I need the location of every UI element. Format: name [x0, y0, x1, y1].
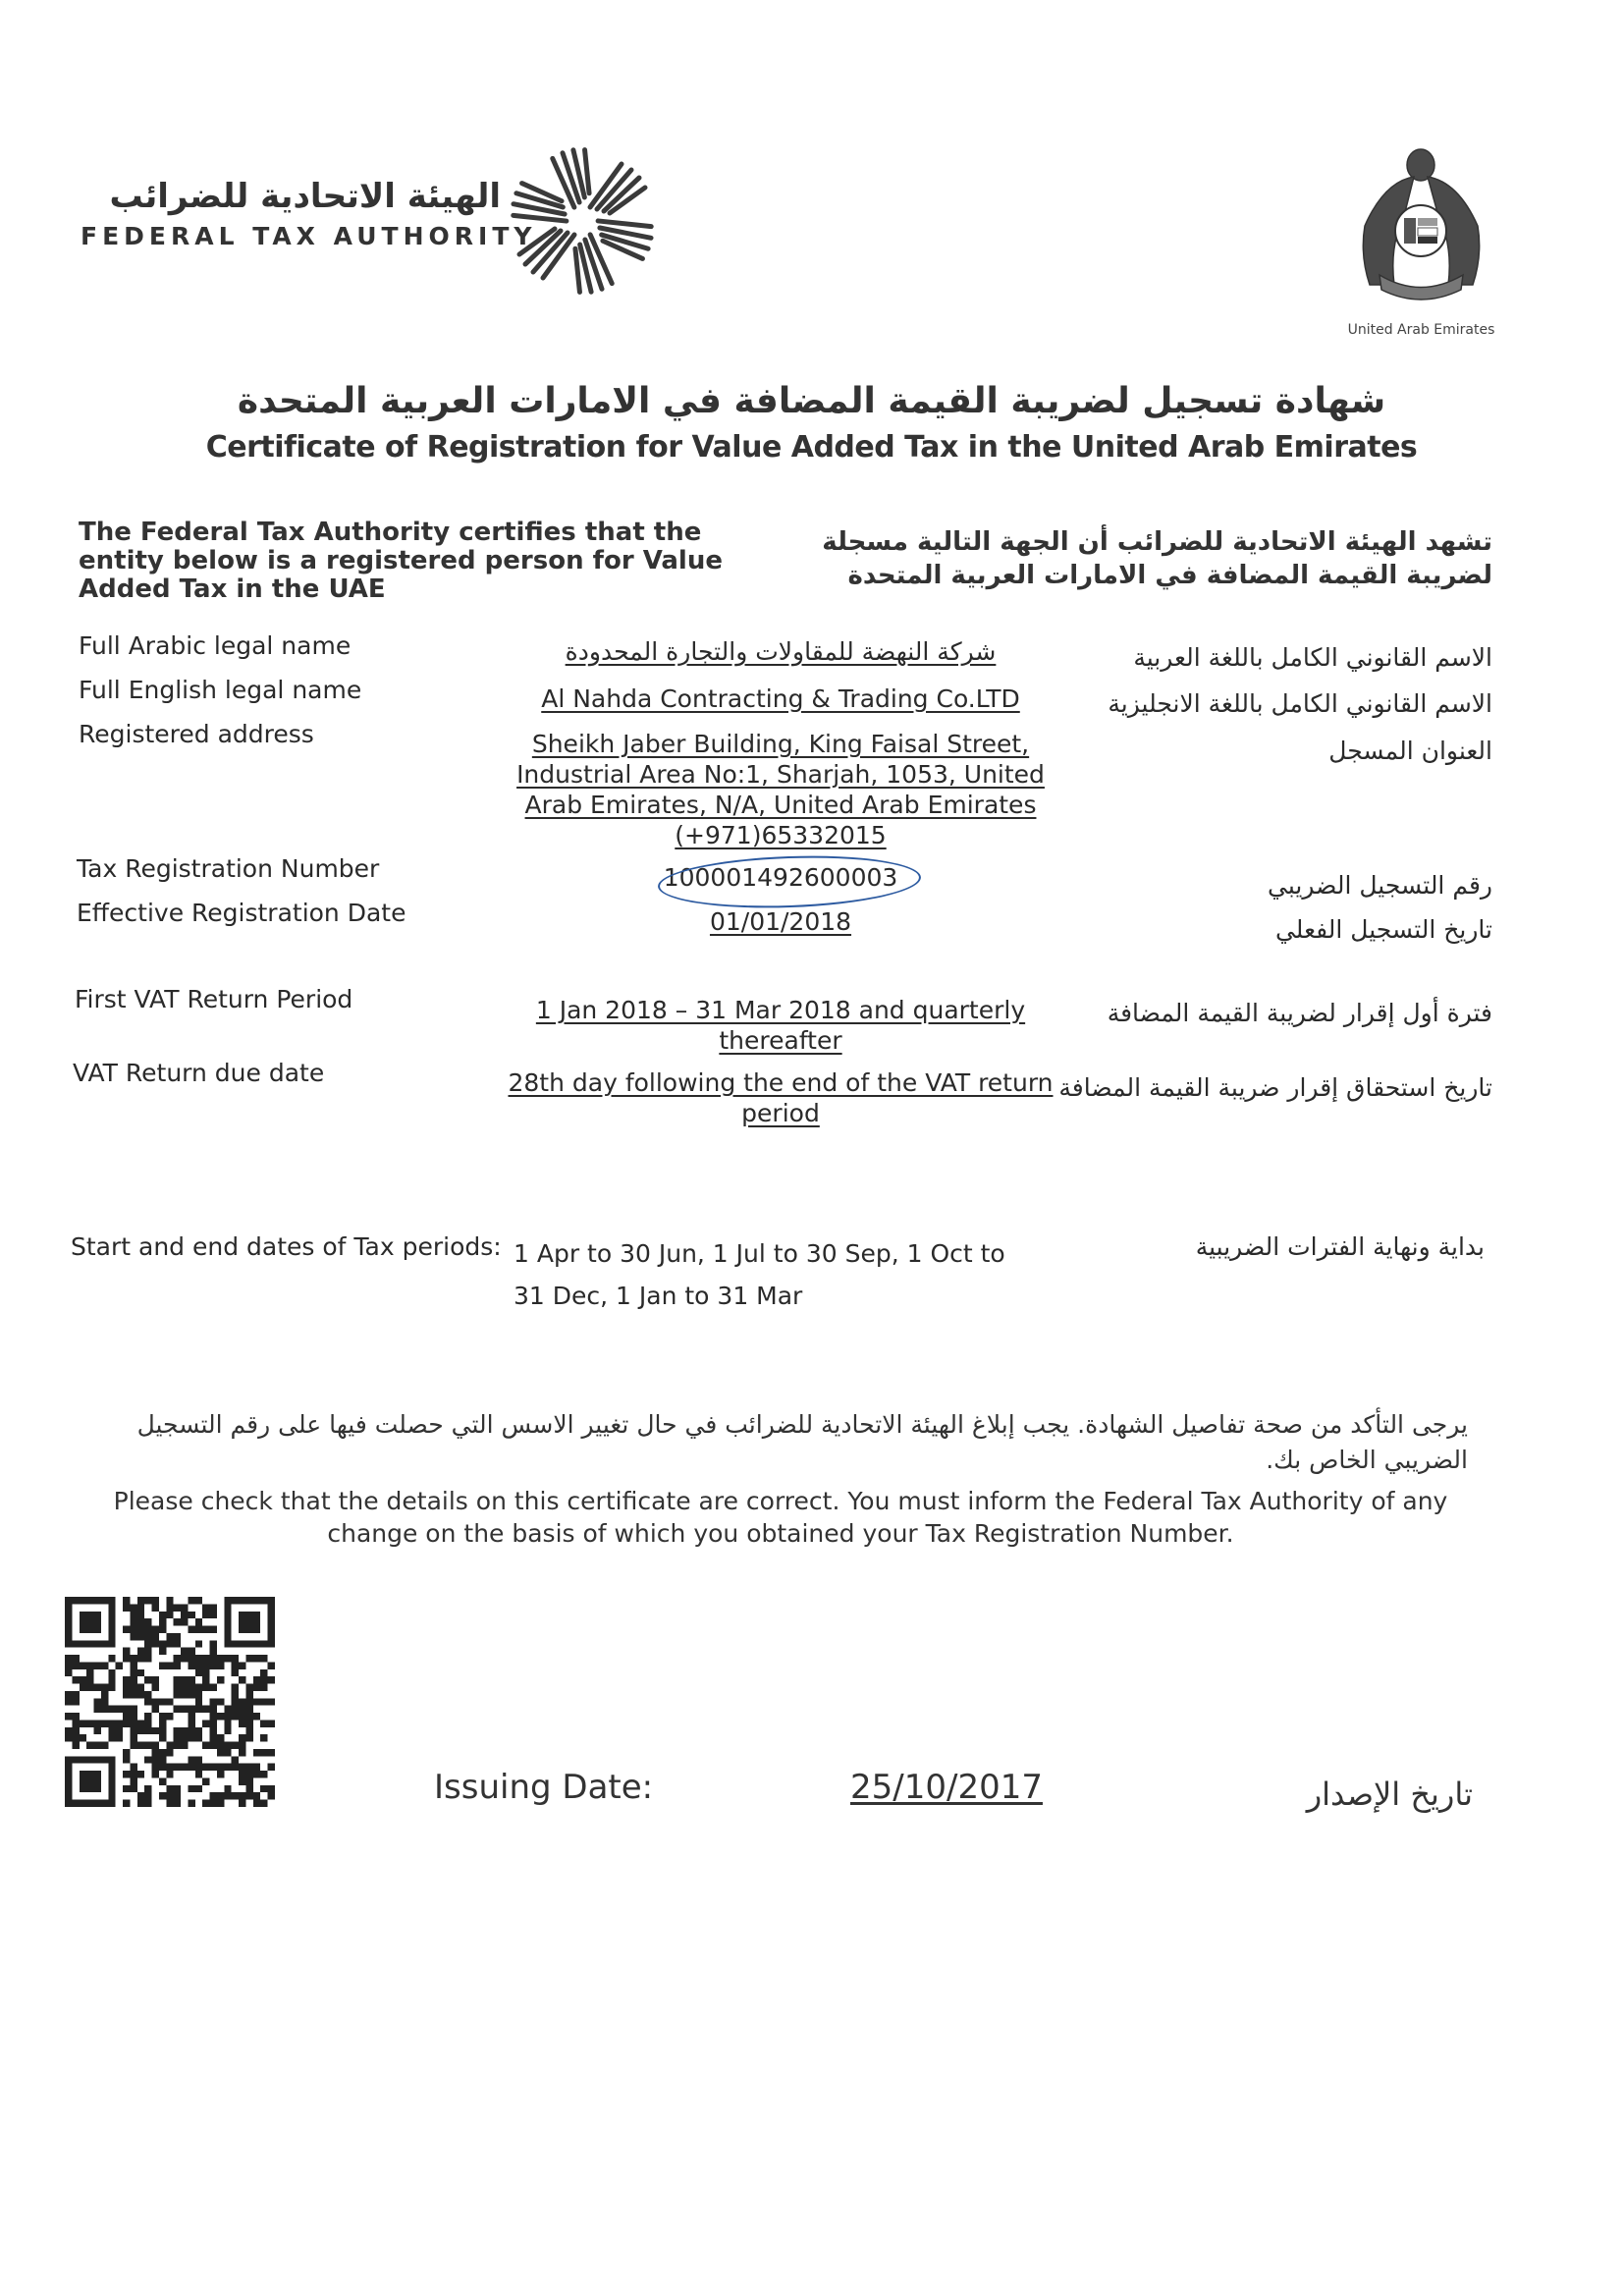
value-tax-periods: 1 Apr to 30 Jun, 1 Jul to 30 Sep, 1 Oct to 31 Dec, 1 Jan to 31 Mar	[514, 1239, 1005, 1310]
label-tax-registration-number-ar: رقم التسجيل الضريبي	[1268, 871, 1492, 900]
emblem-caption: United Arab Emirates	[1347, 322, 1495, 338]
label-effective-registration-date: Effective Registration Date	[77, 899, 406, 927]
label-issuing-date-ar: تاريخ الإصدار	[1306, 1776, 1473, 1813]
trn-circle-mark	[657, 851, 922, 911]
value-registered-address	[511, 729, 1051, 850]
qr-code	[65, 1597, 275, 1807]
value-arabic-name: شركة النهضة للمقاولات والتجارة المحدودة	[565, 637, 997, 666]
title-arabic: شهادة تسجيل لضريبة القيمة المضافة في الامارات العربية المتحدة	[237, 381, 1386, 421]
due-date-line: 28th day following the end of the VAT return	[508, 1068, 1054, 1097]
value-vat-return-due-date	[501, 1067, 1060, 1128]
label-vat-return-due-date: VAT Return due date	[73, 1059, 325, 1087]
first-return-line: 1 Jan 2018 – 31 Mar 2018 and quarterly	[535, 996, 1026, 1024]
label-arabic-name: Full Arabic legal name	[79, 631, 352, 660]
first-return-line: thereafter	[719, 1026, 842, 1055]
label-arabic-name-ar: الاسم القانوني الكامل باللغة العربية	[1133, 643, 1492, 672]
label-issuing-date: Issuing Date:	[434, 1768, 654, 1807]
address-line: Arab Emirates, N/A, United Arab Emirates	[524, 791, 1037, 819]
title-english: Certificate of Registration for Value Added Tax in the United Arab Emirates	[205, 430, 1418, 465]
authority-name-arabic: الهيئة الاتحادية للضرائب	[109, 177, 501, 216]
certification-statement-english: The Federal Tax Authority certifies that the entity below is a registered person for Value Added Tax in the UAE	[79, 518, 723, 604]
address-line: Industrial Area No:1, Sharjah, 1053, United	[516, 760, 1045, 789]
label-vat-return-due-date-ar: تاريخ استحقاق إقرار ضريبة القيمة المضافة	[1058, 1073, 1492, 1102]
address-line: Sheikh Jaber Building, King Faisal Street,	[531, 730, 1030, 758]
notice-arabic: يرجى التأكد من صحة تفاصيل الشهادة. يجب إبلاغ الهيئة الاتحادية للضرائب في حال تغيير الاسس التي حصلت فيها على رقم التسجيل الضريبي الخاص بك.	[136, 1410, 1468, 1474]
label-english-name: Full English legal name	[79, 676, 362, 704]
value-issuing-date: 25/10/2017	[850, 1768, 1043, 1807]
label-effective-registration-date-ar: تاريخ التسجيل الفعلي	[1274, 915, 1492, 944]
value-first-vat-return-period	[511, 995, 1051, 1056]
label-first-vat-return-period-ar: فترة أول إقرار لضريبة القيمة المضافة	[1107, 999, 1492, 1027]
due-date-line: period	[741, 1099, 820, 1127]
label-registered-address: Registered address	[79, 720, 314, 748]
certification-statement-arabic: تشهد الهيئة الاتحادية للضرائب أن الجهة التالية مسجلة لضريبة القيمة المضافة في الامارات العربية المتحدة	[822, 527, 1492, 590]
notice-english: Please check that the details on this certificate are correct. You must inform the Federal Tax Authority of any change on the basis of which you obtained your Tax Registration Number.	[113, 1487, 1448, 1548]
value-english-name: Al Nahda Contracting & Trading Co.LTD	[541, 684, 1020, 713]
label-english-name-ar: الاسم القانوني الكامل باللغة الانجليزية	[1108, 689, 1492, 718]
label-tax-registration-number: Tax Registration Number	[77, 854, 380, 883]
value-effective-registration-date: 01/01/2018	[709, 907, 852, 936]
uae-emblem-icon	[1345, 137, 1497, 309]
label-tax-periods: Start and end dates of Tax periods:	[71, 1232, 502, 1261]
label-registered-address-ar: العنوان المسجل	[1328, 737, 1492, 765]
authority-name-english: FEDERAL TAX AUTHORITY	[81, 222, 537, 250]
value-tax-registration-number: 100001492600003	[663, 863, 898, 892]
label-first-vat-return-period: First VAT Return Period	[75, 985, 353, 1013]
address-line: (+971)65332015	[675, 821, 887, 849]
fta-logo-icon	[509, 147, 656, 295]
label-tax-periods-ar: بداية ونهاية الفترات الضريبية	[1195, 1232, 1485, 1261]
